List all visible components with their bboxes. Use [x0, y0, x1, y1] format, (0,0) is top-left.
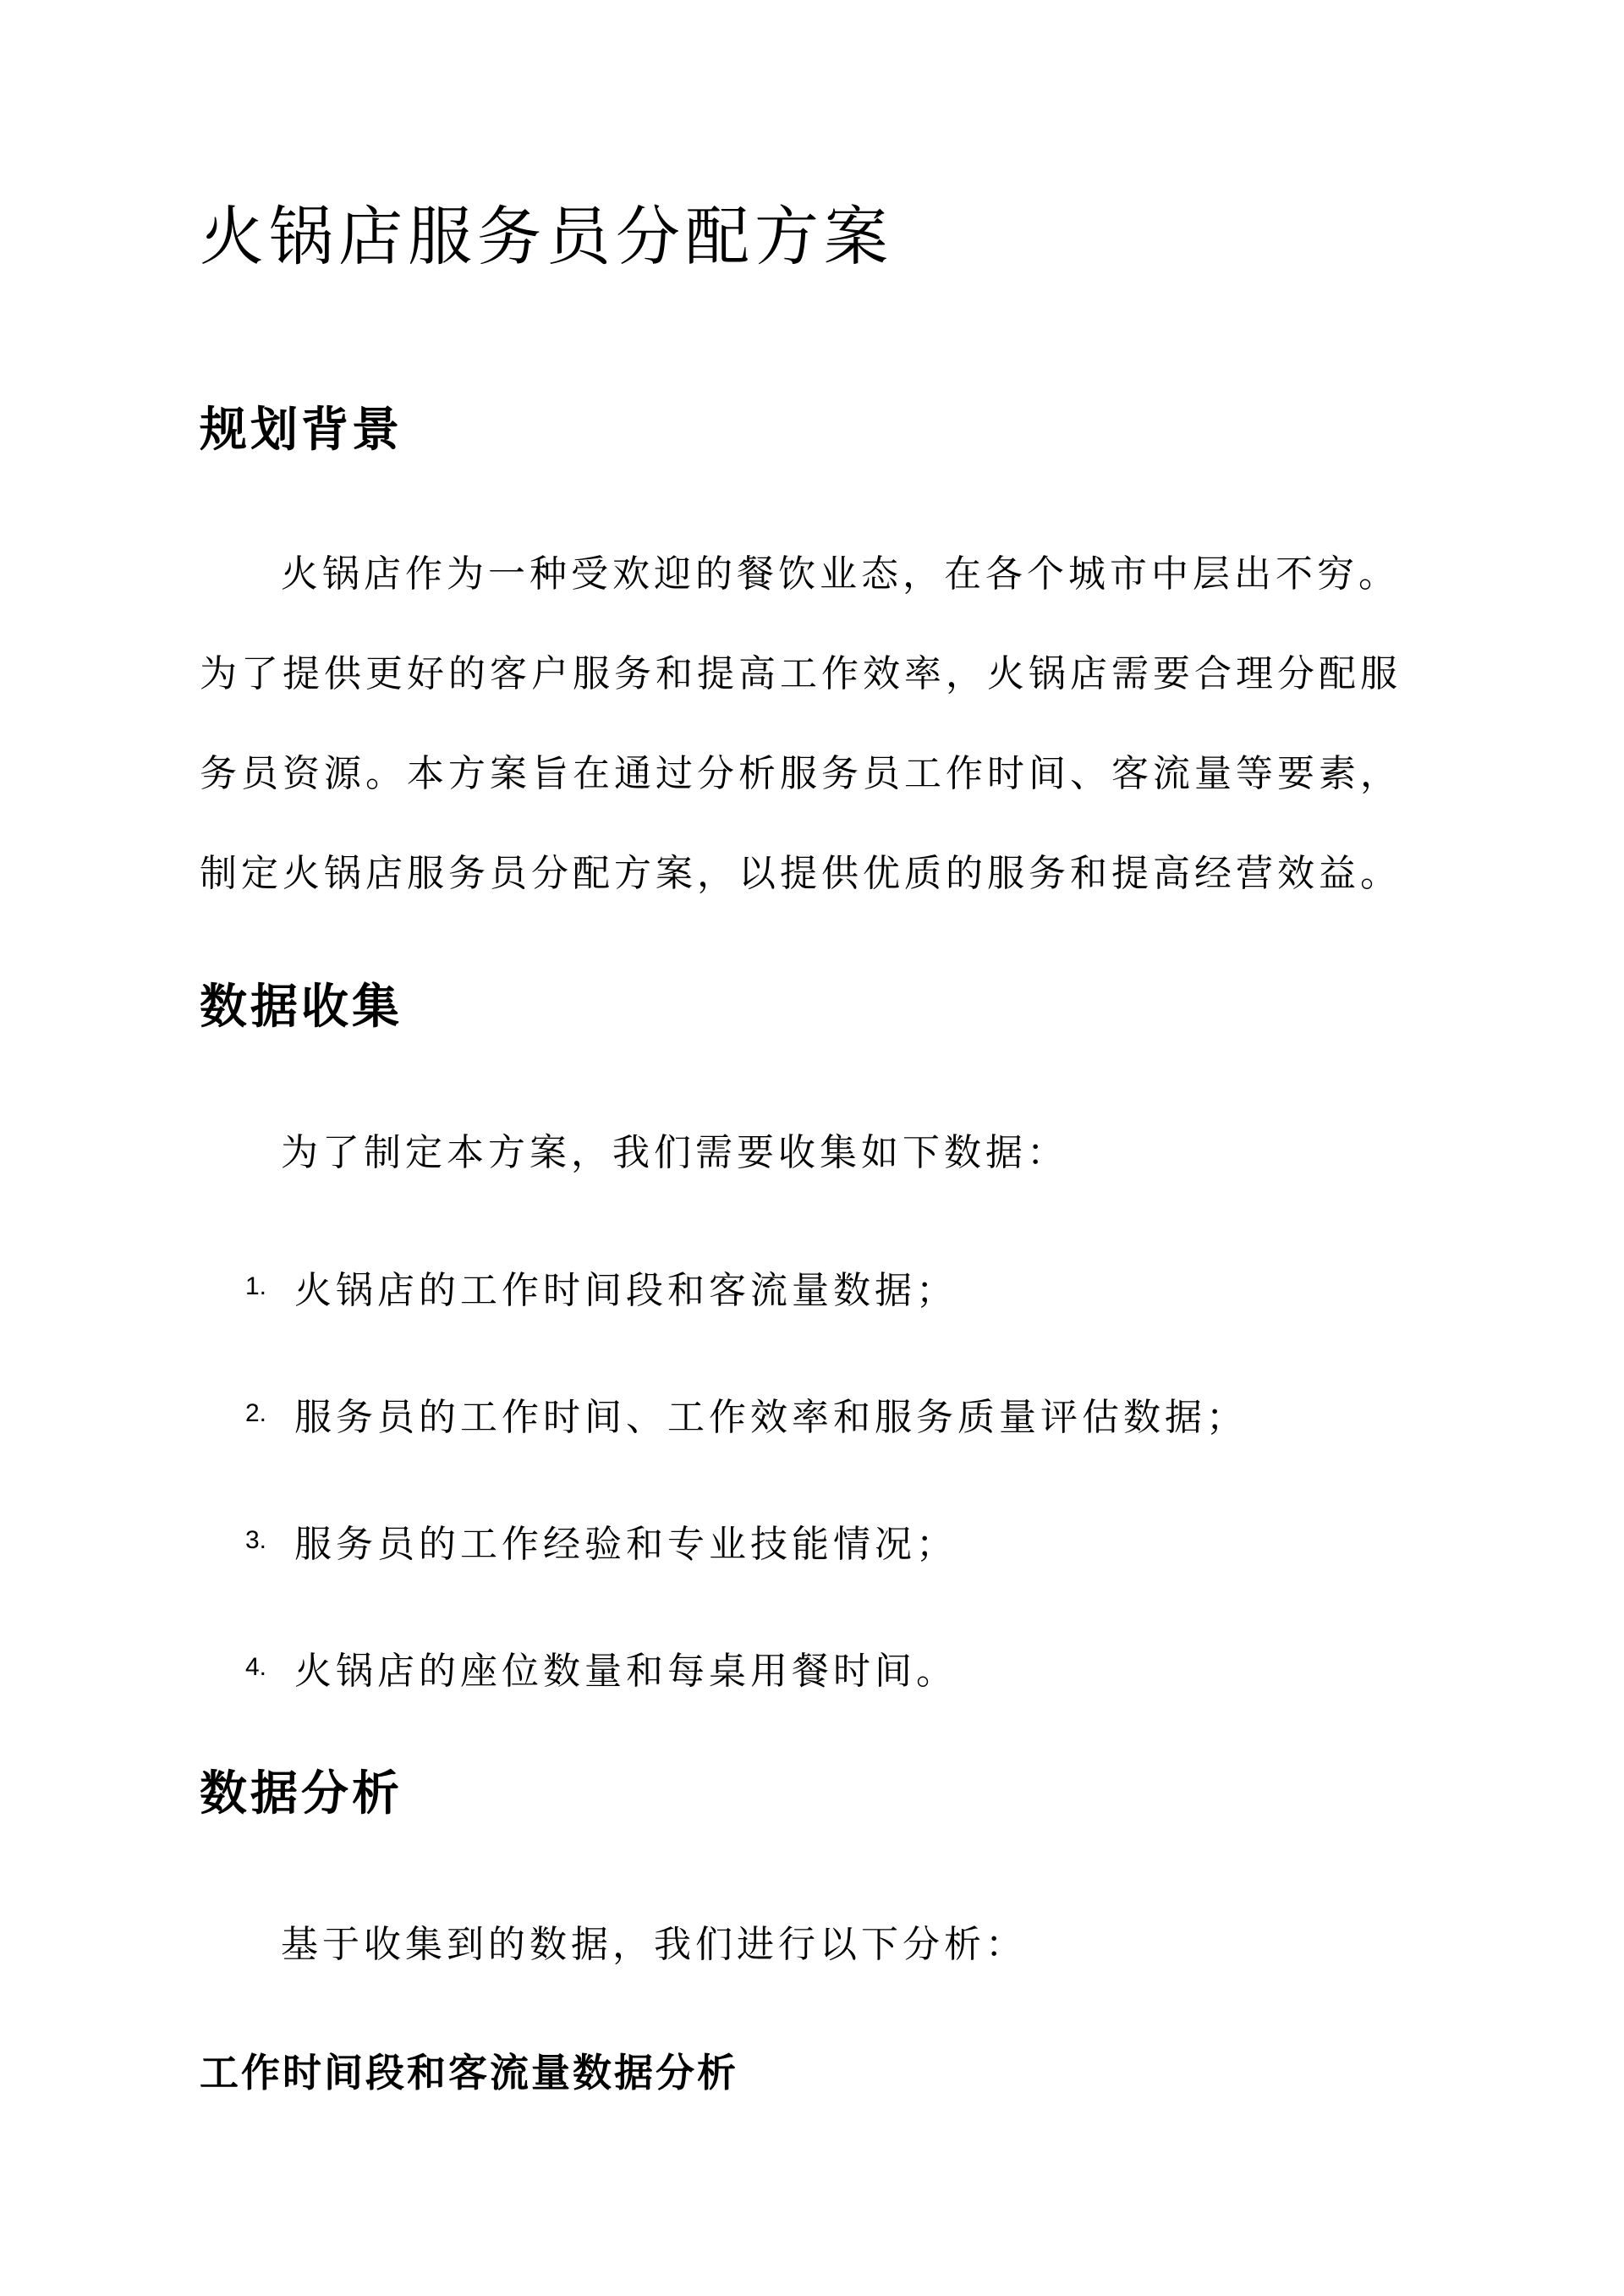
data-collection-intro: 为了制定本方案，我们需要收集如下数据： [281, 1131, 1068, 1174]
list-item [245, 1384, 1248, 1443]
document-title: 火锅店服务员分配方案 [200, 199, 893, 274]
list-item-text: 服务员的工作时间、工作效率和服务质量评估数据； [294, 1396, 1248, 1439]
data-analysis-intro: 基于收集到的数据，我们进行以下分析： [281, 1923, 1027, 1966]
section-heading-data-collection: 数据收集 [200, 979, 403, 1035]
list-item-number: 2. [245, 1399, 267, 1427]
subheading-worktime-traffic-analysis: 工作时间段和客流量数据分析 [200, 2050, 738, 2096]
list-item-text: 火锅店的工作时间段和客流量数据； [294, 1269, 957, 1312]
list-item-number: 3. [245, 1526, 267, 1554]
section-heading-data-analysis: 数据分析 [200, 1766, 403, 1821]
section-heading-background: 规划背景 [200, 402, 403, 458]
background-paragraph: 火锅店作为一种受欢迎的餐饮业态，在各个城市中层出不穷。为了提供更好的客户服务和提高工作效率，火锅店需要合理分配服务员资源。本方案旨在通过分析服务员工作时间、客流量等要素，制定火锅店服务员分配方案，以提供优质的服务和提高经营效益。 [200, 552, 1402, 895]
list-item-number: 4. [245, 1653, 267, 1681]
list-item [245, 1638, 957, 1697]
list-item [245, 1511, 957, 1570]
list-item-text: 服务员的工作经验和专业技能情况； [294, 1523, 957, 1566]
list-item-text: 火锅店的座位数量和每桌用餐时间。 [294, 1650, 957, 1693]
list-item [245, 1257, 957, 1316]
list-item-number: 1. [245, 1272, 267, 1300]
